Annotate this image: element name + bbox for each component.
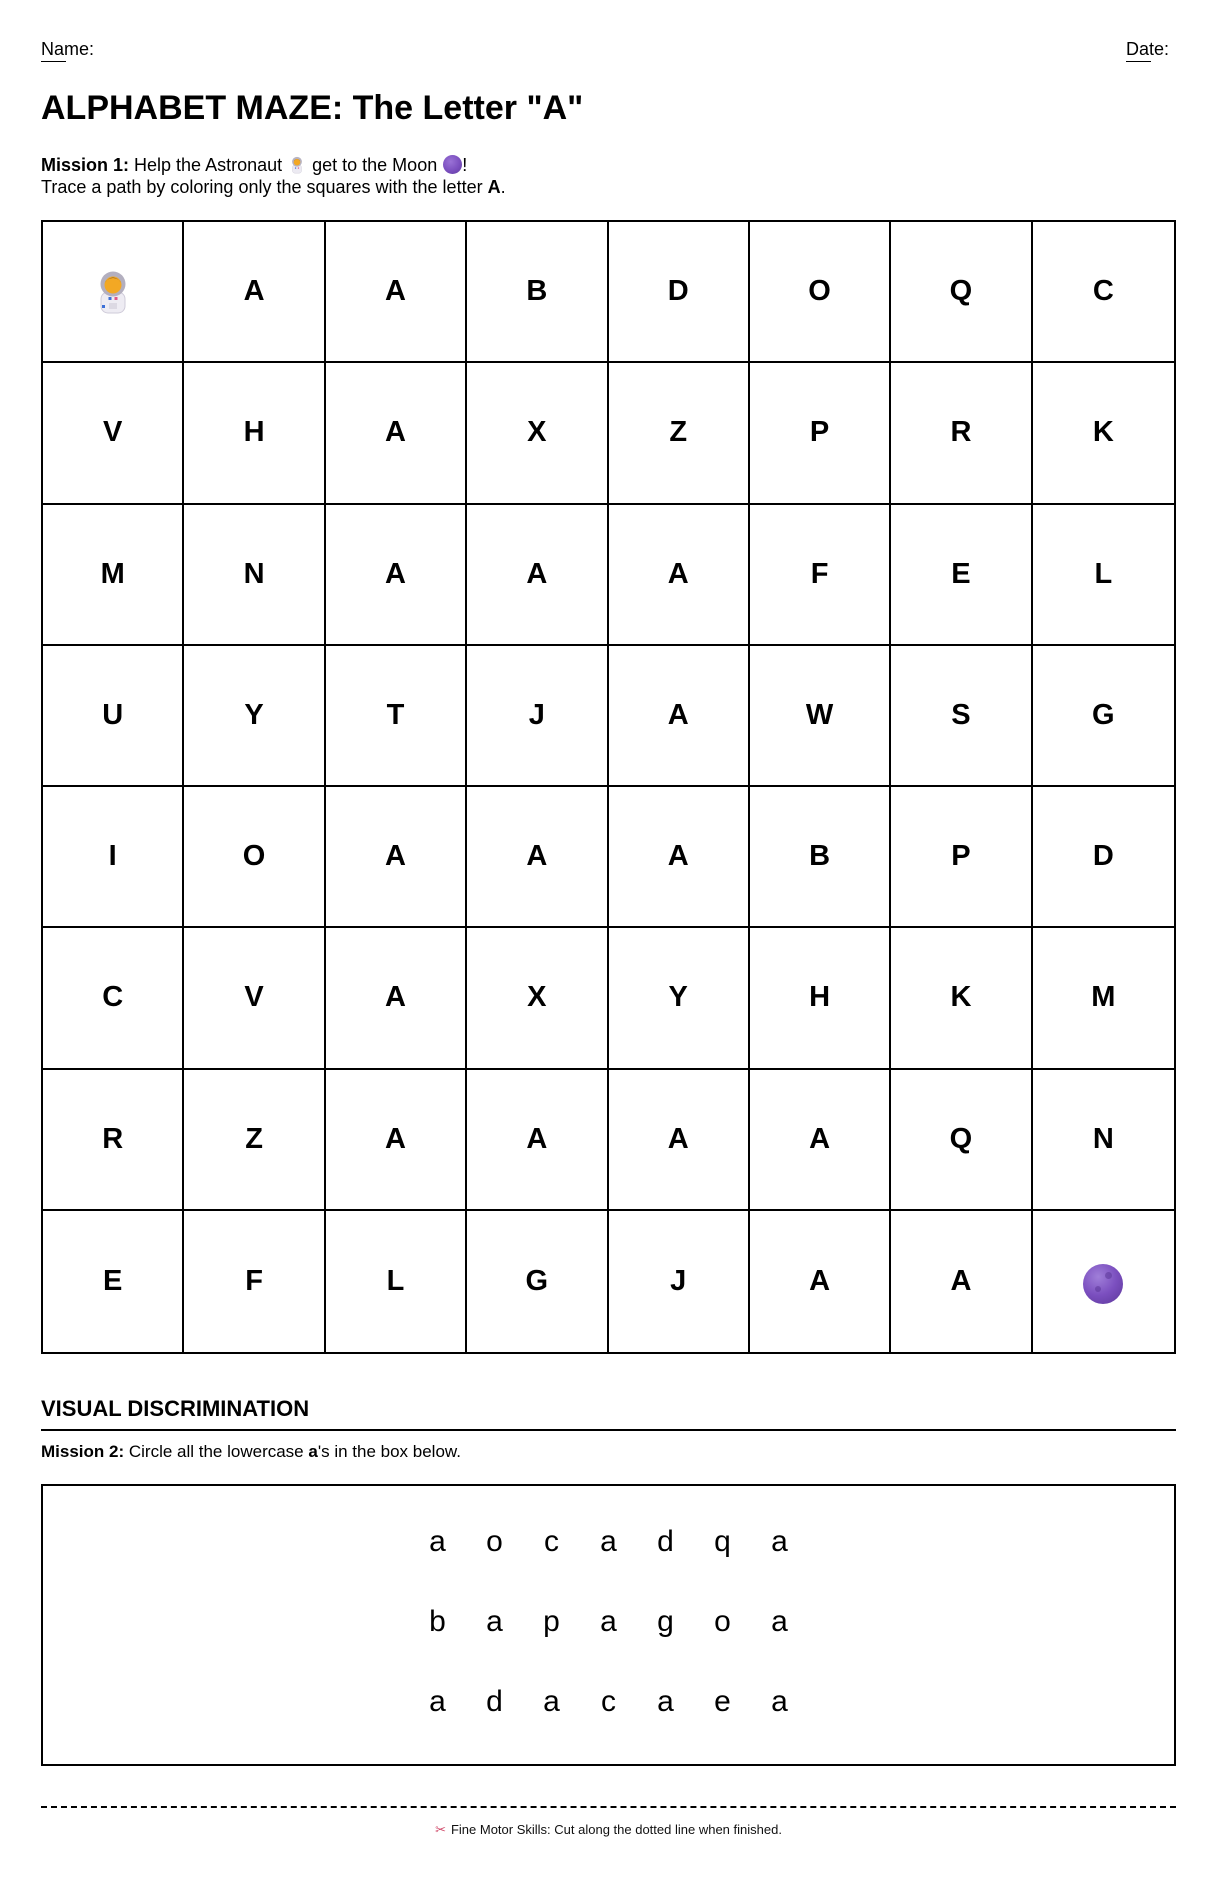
maze-cell[interactable]	[184, 222, 325, 363]
maze-cell[interactable]	[43, 363, 184, 504]
maze-letter: A	[667, 698, 689, 731]
maze-letter: A	[384, 840, 406, 873]
maze-letter: F	[245, 1264, 263, 1297]
letter-row-2	[43, 1605, 1174, 1639]
maze-letter: F	[810, 557, 829, 590]
lowercase-letter[interactable]: p	[543, 1605, 560, 1638]
maze-cell[interactable]	[750, 363, 891, 504]
maze-letter: V	[244, 981, 264, 1014]
maze-letter: O	[808, 275, 831, 308]
maze-cell[interactable]	[1033, 787, 1174, 928]
maze-cell[interactable]	[750, 1070, 891, 1211]
mission-1-text-c: !	[462, 155, 468, 175]
maze-cell[interactable]	[891, 363, 1032, 504]
lowercase-letter[interactable]: a	[600, 1525, 617, 1558]
maze-cell[interactable]	[891, 505, 1032, 646]
maze-letter: R	[950, 416, 972, 449]
maze-cell[interactable]	[1033, 928, 1174, 1069]
maze-cell-start[interactable]	[43, 222, 184, 363]
maze-cell[interactable]	[1033, 363, 1174, 504]
maze-cell[interactable]	[43, 1070, 184, 1211]
scissors-icon: ✂	[435, 1822, 446, 1837]
maze-cell[interactable]	[326, 928, 467, 1069]
lowercase-letter[interactable]: d	[486, 1685, 503, 1718]
maze-cell[interactable]	[891, 1070, 1032, 1211]
maze-cell[interactable]	[184, 1070, 325, 1211]
lowercase-letter[interactable]: d	[657, 1525, 674, 1558]
page-title: ALPHABET MAZE: The Letter "A"	[41, 89, 584, 127]
maze-letter: A	[384, 981, 406, 1014]
maze-letter: A	[384, 557, 406, 590]
maze-letter: A	[526, 840, 548, 873]
maze-cell[interactable]	[467, 222, 608, 363]
mission-1-instructions	[41, 154, 506, 198]
maze-cell[interactable]	[467, 787, 608, 928]
maze-cell[interactable]	[750, 646, 891, 787]
maze-letter: M	[100, 557, 125, 590]
maze-cell[interactable]	[609, 787, 750, 928]
maze-letter: N	[1092, 1122, 1114, 1155]
lowercase-letter[interactable]: a	[429, 1685, 446, 1718]
maze-letter: T	[386, 698, 405, 731]
maze-letter: A	[243, 275, 265, 308]
maze-letter: X	[527, 981, 547, 1014]
lowercase-letter[interactable]: e	[714, 1685, 731, 1718]
mission-1-line-1	[41, 154, 506, 176]
maze-cell[interactable]	[326, 787, 467, 928]
maze-letter: P	[951, 840, 971, 873]
maze-letter: Y	[668, 981, 688, 1014]
maze-letter: J	[528, 698, 545, 731]
lowercase-letter[interactable]: a	[429, 1525, 446, 1558]
astronaut-icon	[96, 270, 130, 314]
lowercase-letter[interactable]: a	[657, 1685, 674, 1718]
maze-cell[interactable]	[1033, 646, 1174, 787]
maze-letter: S	[951, 698, 971, 731]
maze-letter: Z	[669, 416, 688, 449]
maze-letter: V	[103, 416, 123, 449]
maze-letter: J	[670, 1264, 687, 1297]
maze-letter: Z	[245, 1122, 263, 1155]
maze-letter: M	[1091, 981, 1116, 1014]
maze-cell[interactable]	[43, 928, 184, 1069]
maze-cell[interactable]	[43, 1211, 184, 1352]
maze-letter: A	[950, 1264, 972, 1297]
maze-letter: I	[108, 840, 117, 873]
maze-cell[interactable]	[609, 928, 750, 1069]
maze-cell[interactable]	[467, 363, 608, 504]
mission-1-label: Mission 1:	[41, 155, 130, 175]
maze-letter: L	[1094, 557, 1113, 590]
maze-cell[interactable]	[43, 505, 184, 646]
maze-letter: N	[243, 557, 265, 590]
maze-cell[interactable]	[184, 363, 325, 504]
footer-text: Fine Motor Skills: Cut along the dotted line when finished.	[450, 1822, 782, 1837]
maze-cell[interactable]	[43, 787, 184, 928]
maze-letter: K	[1092, 416, 1114, 449]
maze-cell[interactable]	[891, 787, 1032, 928]
maze-cell[interactable]	[326, 646, 467, 787]
maze-cell[interactable]	[891, 646, 1032, 787]
lowercase-letter[interactable]: c	[544, 1525, 559, 1558]
visual-discrimination-heading: VISUAL DISCRIMINATION	[41, 1396, 310, 1421]
letter-row-3	[43, 1685, 1174, 1719]
maze-cell[interactable]	[609, 363, 750, 504]
maze-cell[interactable]	[750, 928, 891, 1069]
lowercase-letter[interactable]: a	[771, 1685, 788, 1718]
maze-letter: A	[384, 416, 406, 449]
maze-letter: A	[526, 1122, 548, 1155]
mission-1-text-b: get to the Moon	[312, 155, 438, 175]
maze-cell[interactable]	[43, 646, 184, 787]
lowercase-letter-box	[41, 1484, 1176, 1766]
mission-2-target-letter: a	[308, 1442, 318, 1461]
lowercase-letter[interactable]: b	[429, 1605, 446, 1638]
lowercase-letter[interactable]: q	[714, 1525, 731, 1558]
maze-letter: K	[950, 981, 972, 1014]
maze-letter: D	[1092, 840, 1114, 873]
maze-cell[interactable]	[750, 787, 891, 928]
maze-letter: H	[243, 416, 265, 449]
maze-letter: E	[951, 557, 971, 590]
date-label	[1126, 38, 1169, 60]
maze-letter: G	[1092, 698, 1115, 731]
maze-letter: E	[103, 1264, 123, 1297]
lowercase-letter[interactable]: a	[486, 1605, 503, 1638]
maze-cell[interactable]	[609, 505, 750, 646]
maze-letter: P	[809, 416, 830, 449]
mission-2-instructions	[41, 1441, 461, 1463]
maze-letter: A	[809, 1122, 831, 1155]
maze-letter: U	[102, 698, 124, 731]
mission-1-target-letter: A	[487, 177, 501, 197]
mission-2-text-b: 's in the box below.	[317, 1442, 461, 1461]
name-label-text: Name:	[41, 39, 95, 59]
letter-row-1	[43, 1525, 1174, 1559]
maze-cell[interactable]	[184, 505, 325, 646]
maze-cell[interactable]	[467, 505, 608, 646]
maze-cell-goal[interactable]	[1033, 1211, 1174, 1352]
maze-cell[interactable]	[184, 787, 325, 928]
maze-letter: A	[384, 275, 406, 308]
maze-cell[interactable]	[326, 505, 467, 646]
mission-1-line-2-end: .	[500, 177, 506, 197]
lowercase-letter[interactable]: g	[657, 1605, 674, 1638]
maze-cell[interactable]	[609, 222, 750, 363]
maze-letter: X	[527, 416, 547, 449]
maze-letter: Q	[949, 1122, 973, 1155]
moon-icon	[1083, 1264, 1123, 1304]
date-label-text: Date:	[1126, 39, 1170, 59]
mission-2-label: Mission 2:	[41, 1442, 125, 1461]
maze-letter: W	[805, 698, 834, 731]
maze-cell[interactable]	[467, 1070, 608, 1211]
maze-cell[interactable]	[184, 928, 325, 1069]
maze-letter: O	[242, 840, 266, 873]
maze-letter: Y	[244, 698, 264, 731]
maze-letter: Q	[949, 275, 973, 308]
maze-letter: R	[102, 1122, 124, 1155]
maze-letter: G	[525, 1264, 549, 1297]
moon-icon	[443, 155, 462, 174]
lowercase-letter[interactable]: a	[771, 1525, 788, 1558]
maze-letter: L	[386, 1264, 405, 1297]
name-label	[41, 38, 94, 60]
section-divider	[41, 1429, 1176, 1431]
maze-cell[interactable]	[467, 1211, 608, 1352]
maze-cell[interactable]	[467, 646, 608, 787]
mission-1-line-2-text: Trace a path by coloring only the squares with the letter	[41, 177, 488, 197]
lowercase-letter[interactable]: c	[601, 1685, 616, 1718]
lowercase-letter[interactable]: a	[543, 1685, 560, 1718]
maze-letter: A	[384, 1122, 406, 1155]
maze-letter: A	[667, 557, 689, 590]
maze-letter: H	[809, 981, 831, 1014]
mission-1-line-2	[41, 176, 506, 198]
lowercase-letter[interactable]: a	[600, 1605, 617, 1638]
maze-cell[interactable]	[184, 646, 325, 787]
maze-cell[interactable]	[1033, 222, 1174, 363]
mission-2-text-a: Circle all the lowercase	[124, 1442, 309, 1461]
maze-letter: A	[667, 1122, 689, 1155]
maze-cell[interactable]	[184, 1211, 325, 1352]
maze-letter: C	[1092, 275, 1114, 308]
mission-1-text-a: Help the Astronaut	[129, 155, 283, 175]
maze-cell[interactable]	[609, 646, 750, 787]
maze-cell[interactable]	[326, 222, 467, 363]
maze-cell[interactable]	[891, 1211, 1032, 1352]
maze-letter: D	[667, 275, 689, 308]
maze-letter: A	[526, 557, 548, 590]
maze-cell[interactable]	[326, 1070, 467, 1211]
maze-cell[interactable]	[326, 363, 467, 504]
lowercase-letter[interactable]: a	[771, 1605, 788, 1638]
maze-cell[interactable]	[609, 1070, 750, 1211]
lowercase-letter[interactable]: o	[714, 1605, 731, 1638]
maze-cell[interactable]	[1033, 1070, 1174, 1211]
maze-cell[interactable]	[891, 222, 1032, 363]
maze-cell[interactable]	[1033, 505, 1174, 646]
cut-line	[41, 1806, 1176, 1808]
maze-cell[interactable]	[326, 1211, 467, 1352]
maze-cell[interactable]	[467, 928, 608, 1069]
maze-cell[interactable]	[750, 222, 891, 363]
alphabet-maze-grid	[41, 220, 1176, 1354]
maze-letter: A	[809, 1264, 831, 1297]
maze-letter: A	[667, 840, 689, 873]
maze-cell[interactable]	[609, 1211, 750, 1352]
maze-letter: B	[526, 275, 548, 308]
maze-cell[interactable]	[750, 1211, 891, 1352]
maze-cell[interactable]	[891, 928, 1032, 1069]
lowercase-letter[interactable]: o	[486, 1525, 503, 1558]
footer-note	[0, 1822, 1217, 1838]
maze-cell[interactable]	[750, 505, 891, 646]
astronaut-icon	[288, 156, 306, 174]
maze-letter: B	[809, 840, 831, 873]
maze-letter: C	[102, 981, 124, 1014]
